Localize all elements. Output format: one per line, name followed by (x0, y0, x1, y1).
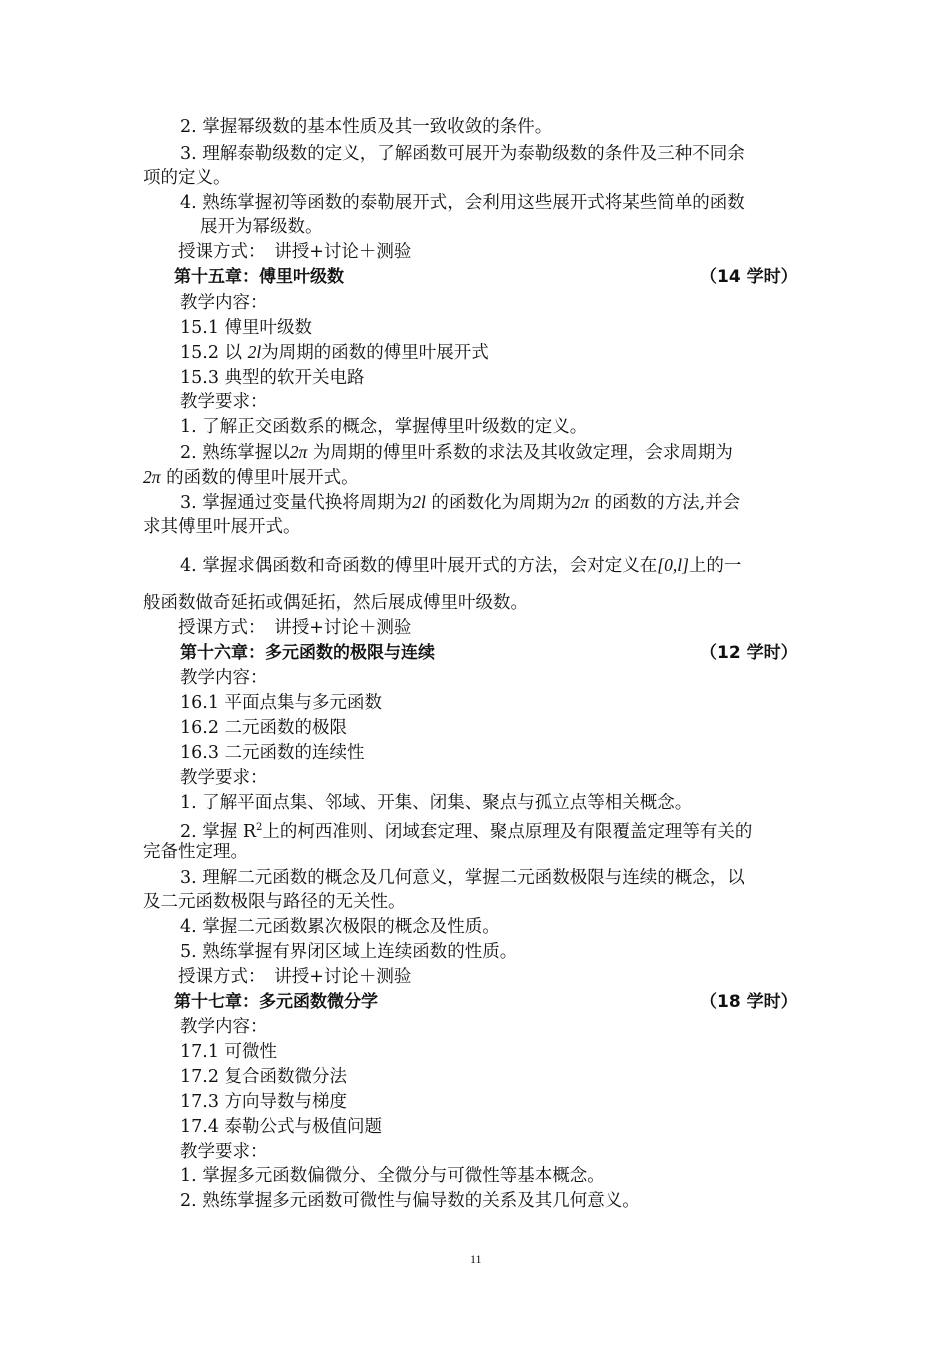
text-run: 为周期的傅里叶系数的求法及其收敛定理，会求周期为 (312, 443, 733, 463)
chapter-17-hours: （18 学时） (700, 992, 798, 1012)
text-line: 及二元函数极限与路径的无关性。 (143, 892, 406, 912)
text-line: 求其傅里叶展开式。 (143, 517, 301, 537)
chapter-15-title: 第十五章：傅里叶级数 (174, 267, 344, 287)
text-run: 2. 熟练掌握以 (180, 443, 290, 463)
section-item: 17.1 可微性 (180, 1042, 278, 1062)
section-item (180, 340, 489, 365)
text-run: 为周期的函数的傅里叶展开式 (261, 343, 489, 363)
text-line: 5. 熟练掌握有界闭区域上连续函数的性质。 (180, 942, 518, 962)
text-line: 1. 掌握多元函数偏微分、全微分与可微性等基本概念。 (180, 1166, 605, 1186)
chapter-17-title: 第十七章：多元函数微分学 (174, 992, 378, 1012)
section-item: 17.2 复合函数微分法 (180, 1067, 348, 1087)
section-item: 15.3 典型的软开关电路 (180, 368, 365, 388)
chapter-16-title: 第十六章：多元函数的极限与连续 (180, 643, 435, 663)
superscript: 2 (256, 822, 263, 833)
text-line: 展开为幂级数。 (200, 217, 323, 237)
text-line: 2. 掌握幂级数的基本性质及其一致收敛的条件。 (180, 117, 553, 137)
teaching-method: 授课方式： 讲授+讨论＋测验 (178, 967, 412, 987)
text-run: 15.2 以 (180, 343, 243, 363)
chapter-16-hours: （12 学时） (700, 643, 798, 663)
text-line (143, 465, 359, 490)
text-line (180, 553, 741, 578)
text-line: 1. 了解正交函数系的概念，掌握傅里叶级数的定义。 (180, 417, 588, 437)
text-run: 的函数的方法,并会 (594, 493, 741, 513)
page-number: 11 (470, 1252, 482, 1266)
text-run: 4. 掌握求偶函数和奇函数的傅里叶展开式的方法，会对定义在 (180, 556, 658, 576)
text-line: 4. 掌握二元函数累次极限的概念及性质。 (180, 917, 500, 937)
math-expression: 2π (143, 467, 161, 487)
text-run: 上的一 (688, 556, 742, 576)
text-run: 的函数化为周期为 (431, 493, 572, 513)
section-label: 教学内容： (180, 1017, 268, 1037)
section-label: 教学要求： (180, 1142, 268, 1162)
text-line (180, 440, 733, 465)
teaching-method: 授课方式： 讲授+讨论＋测验 (178, 242, 412, 262)
math-expression: 2π (571, 492, 589, 512)
text-run: 3. 掌握通过变量代换将周期为 (180, 493, 413, 513)
math-expression: 2π (289, 442, 308, 462)
text-line: 1. 了解平面点集、邻域、开集、闭集、聚点与孤立点等相关概念。 (180, 793, 693, 813)
text-line: 3. 理解二元函数的概念及几何意义，掌握二元函数极限与连续的概念，以 (180, 868, 745, 888)
text-line: 2. 熟练掌握多元函数可微性与偏导数的关系及其几何意义。 (180, 1191, 640, 1211)
section-label: 教学内容： (180, 668, 268, 688)
section-item: 17.3 方向导数与梯度 (180, 1092, 348, 1112)
section-item: 16.3 二元函数的连续性 (180, 743, 365, 763)
chapter-15-hours: （14 学时） (700, 267, 798, 287)
text-line (180, 490, 740, 515)
section-item: 17.4 泰勒公式与极值问题 (180, 1117, 383, 1137)
text-line (180, 816, 752, 844)
text-line: 完备性定理。 (143, 842, 248, 862)
math-expression: 2l (412, 492, 426, 512)
text-line: 般函数做奇延拓或偶延拓，然后展成傅里叶级数。 (143, 593, 528, 613)
teaching-method: 授课方式： 讲授+讨论＋测验 (178, 618, 412, 638)
section-label: 教学内容： (180, 293, 268, 313)
text-line: 4. 熟练掌握初等函数的泰勒展开式，会利用这些展开式将某些简单的函数 (180, 193, 745, 213)
text-line: 3. 理解泰勒级数的定义，了解函数可展开为泰勒级数的条件及三种不同余 (180, 144, 745, 164)
text-run: 上的柯西准则、闭域套定理、聚点原理及有限覆盖定理等有关的 (262, 821, 753, 842)
text-run: 2. 掌握 R (180, 821, 256, 842)
math-expression: 2l (247, 342, 262, 362)
section-label: 教学要求： (180, 392, 268, 412)
text-line: 项的定义。 (143, 168, 231, 188)
text-run: 的函数的傅里叶展开式。 (166, 468, 359, 488)
math-expression: [0,l] (657, 555, 689, 575)
section-item: 15.1 傅里叶级数 (180, 318, 313, 338)
section-item: 16.1 平面点集与多元函数 (180, 693, 383, 713)
section-label: 教学要求： (180, 768, 268, 788)
section-item: 16.2 二元函数的极限 (180, 718, 348, 738)
